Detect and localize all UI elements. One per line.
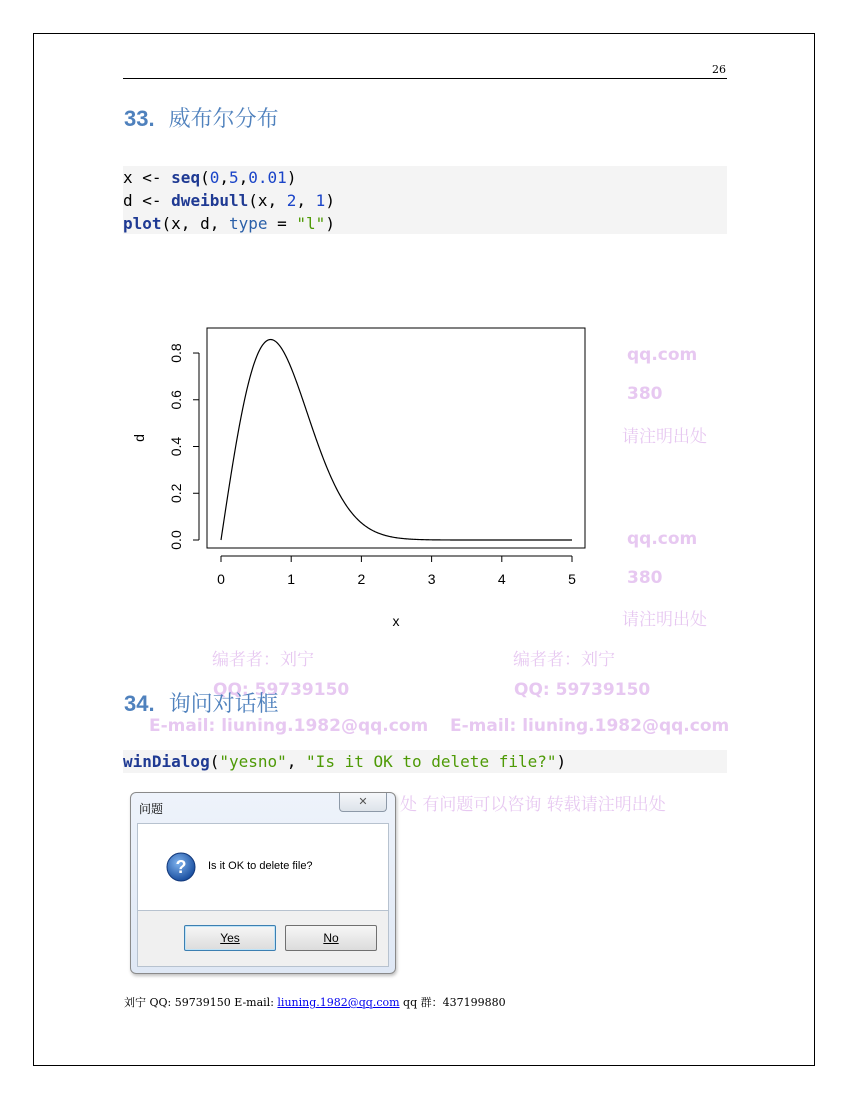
watermark-text: qq.com (627, 345, 698, 365)
no-button[interactable] (285, 925, 377, 951)
question-icon (166, 852, 196, 882)
watermark-text: 处 有问题可以咨询 转载请注明出处 (400, 795, 666, 815)
section-title: 威布尔分布 (168, 107, 279, 132)
x-tick-label: 0 (217, 571, 225, 587)
dialog-body (137, 823, 389, 911)
section-number: 34. (124, 691, 155, 716)
watermark-text: 编者者：刘宁 (212, 650, 314, 670)
section-heading-33 (124, 102, 279, 133)
watermark-text: QQ: 59739150 (213, 680, 350, 700)
code-block-weibull (123, 166, 727, 234)
dialog-title: 问题 (139, 802, 164, 816)
footer-email-link[interactable]: liuning.1982@qq.com (277, 996, 400, 1009)
watermark-text: 380 (627, 384, 663, 404)
x-tick-label: 5 (568, 571, 576, 587)
y-tick-label: 0.2 (168, 483, 184, 503)
section-title: 询问对话框 (168, 692, 279, 717)
y-axis-label: d (131, 434, 147, 442)
y-tick-label: 0.0 (168, 530, 184, 550)
x-tick-label: 2 (357, 571, 366, 587)
page-footer (124, 994, 506, 1010)
density-curve (221, 340, 572, 540)
code-line-1: x <- seq(0,5,0.01) (123, 168, 297, 187)
y-tick-label: 0.4 (168, 436, 184, 457)
code-line-3: plot(x, d, type = "l") (123, 214, 335, 233)
x-tick-label: 4 (497, 571, 506, 587)
watermark-text: E-mail: liuning.1982@qq.com (149, 716, 429, 736)
watermark-text: 编者者：刘宁 (513, 650, 615, 670)
watermark-text: 380 (627, 568, 663, 588)
x-axis (217, 556, 576, 587)
x-tick-label: 3 (427, 571, 436, 587)
code-block-windialog: winDialog("yesno", "Is it OK to delete file?") (123, 750, 727, 773)
x-tick-label: 1 (287, 571, 296, 587)
yesno-dialog (130, 792, 396, 974)
y-axis (168, 343, 199, 550)
watermark-text: QQ: 59739150 (514, 680, 651, 700)
dialog-message: Is it OK to delete file? (208, 860, 313, 872)
x-axis-label: x (392, 613, 400, 629)
header-rule (123, 78, 727, 79)
watermark-text: E-mail: liuning.1982@qq.com (450, 716, 730, 736)
yes-button-label: Yes (220, 931, 240, 945)
section-number: 33. (124, 106, 155, 131)
y-tick-label: 0.8 (168, 343, 184, 363)
watermark-text: 请注明出处 (622, 610, 707, 630)
y-tick-label: 0.6 (168, 390, 184, 410)
page-number: 26 (712, 63, 726, 76)
plot-frame (207, 328, 585, 548)
close-button[interactable] (339, 793, 387, 812)
footer-suffix: qq 群：437199880 (399, 996, 506, 1009)
code-line-2: d <- dweibull(x, 2, 1) (123, 191, 335, 210)
weibull-density-plot (120, 310, 600, 635)
footer-prefix: 刘宁 QQ: 59739150 E-mail: (124, 996, 278, 1009)
no-button-label: No (323, 931, 339, 945)
section-heading-34 (124, 687, 279, 718)
watermark-text: qq.com (627, 529, 698, 549)
close-icon: ✕ (358, 795, 368, 808)
svg-text:?: ? (175, 857, 187, 877)
watermark-text: 请注明出处 (622, 427, 707, 447)
yes-button[interactable] (184, 925, 276, 951)
dialog-footer (137, 911, 389, 967)
